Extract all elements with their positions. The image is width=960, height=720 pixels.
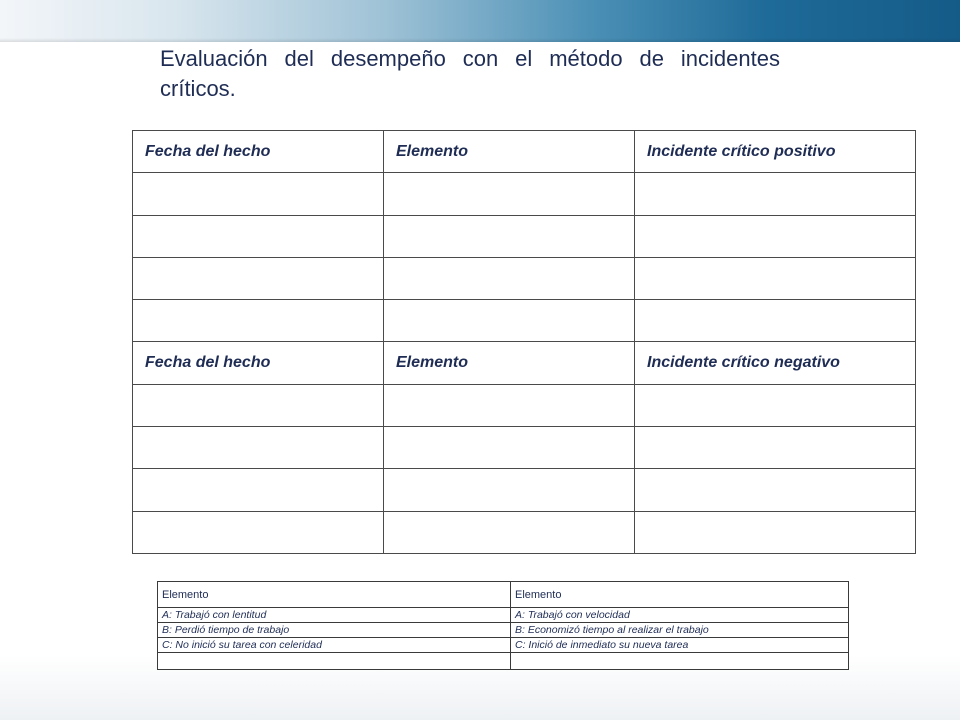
table-cell (133, 469, 384, 511)
table-cell (133, 511, 384, 553)
table-row (133, 257, 916, 299)
table-cell (384, 511, 635, 553)
table-cell (635, 173, 916, 215)
legend-cell: A: Trabajó con lentitud (158, 608, 511, 623)
top-banner (0, 0, 960, 42)
legend-cell (158, 653, 511, 670)
legend-cell: C: Inició de inmediato su nueva tarea (511, 638, 849, 653)
table-row (133, 427, 916, 469)
table-cell (133, 427, 384, 469)
table-cell (384, 427, 635, 469)
table-cell (635, 384, 916, 426)
legend-row (158, 638, 849, 653)
table-cell (384, 469, 635, 511)
header-date: Fecha del hecho (133, 131, 384, 173)
legend-row (158, 608, 849, 623)
legend-cell (511, 653, 849, 670)
header-date: Fecha del hecho (133, 342, 384, 384)
table-row (133, 215, 916, 257)
legend-cell: C: No inició su tarea con celeridad (158, 638, 511, 653)
table-cell (384, 215, 635, 257)
table-cell (635, 511, 916, 553)
table-cell (133, 215, 384, 257)
legend-row (158, 653, 849, 670)
table-cell (133, 257, 384, 299)
legend-table (157, 581, 849, 670)
table-cell (384, 173, 635, 215)
legend-header-positive: Elemento (511, 582, 849, 608)
table-cell (384, 384, 635, 426)
table-row (133, 469, 916, 511)
legend-header-negative: Elemento (158, 582, 511, 608)
table-cell (635, 469, 916, 511)
negative-header-row (133, 342, 916, 384)
table-cell (384, 300, 635, 342)
table-cell (635, 257, 916, 299)
header-element: Elemento (384, 342, 635, 384)
table-cell (133, 384, 384, 426)
header-element: Elemento (384, 131, 635, 173)
legend-cell: A: Trabajó con velocidad (511, 608, 849, 623)
table-cell (635, 300, 916, 342)
table-cell (635, 427, 916, 469)
legend-header-row (158, 582, 849, 608)
header-negative-incident: Incidente crítico negativo (635, 342, 916, 384)
table-cell (635, 215, 916, 257)
legend-cell: B: Perdió tiempo de trabajo (158, 623, 511, 638)
incident-table (132, 130, 916, 554)
table-row (133, 384, 916, 426)
table-cell (133, 300, 384, 342)
table-cell (133, 173, 384, 215)
legend-cell: B: Economizó tiempo al realizar el trabajo (511, 623, 849, 638)
positive-header-row (133, 131, 916, 173)
legend-row (158, 623, 849, 638)
page-title: Evaluación del desempeño con el método de incidentes críticos. (160, 46, 780, 101)
table-row (133, 511, 916, 553)
header-positive-incident: Incidente crítico positivo (635, 131, 916, 173)
table-cell (384, 257, 635, 299)
table-row (133, 300, 916, 342)
table-row (133, 173, 916, 215)
